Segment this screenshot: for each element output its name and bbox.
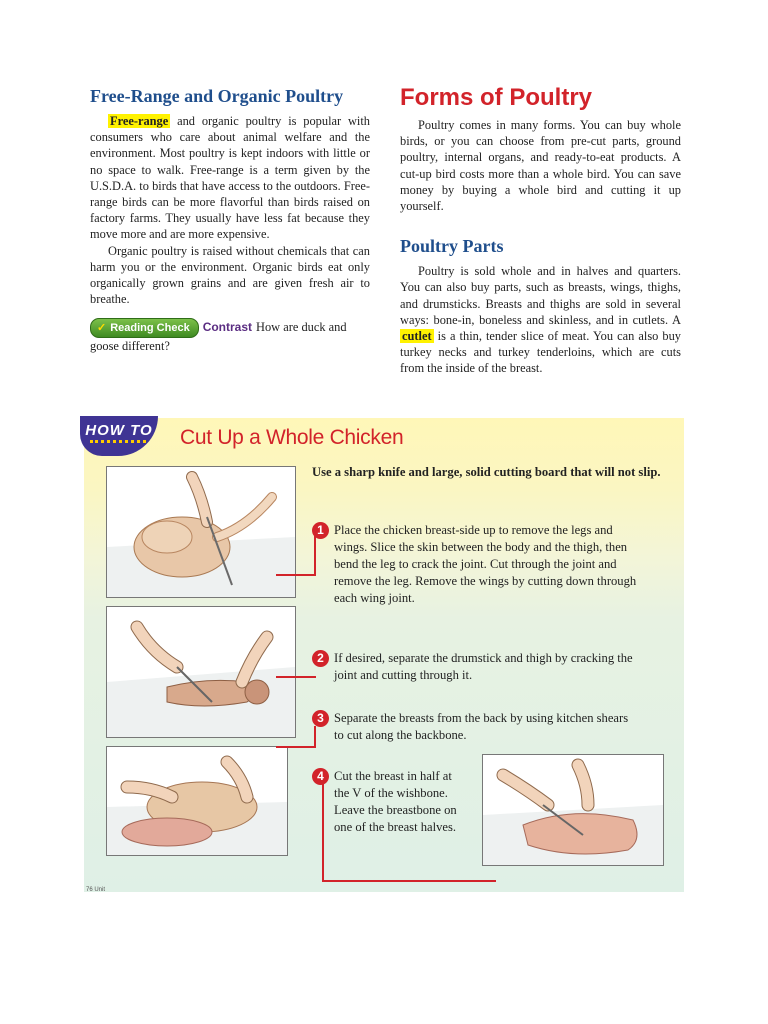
poultry-parts-text-a: Poultry is sold whole and in halves and quarters. You can also buy parts, such as breasts, wings, thighs, and drumsticks. Breasts and thighs are sold in several ways: bone-in, boneless and skinless, and in cutlets. A	[400, 264, 681, 327]
connector-step-4-horizontal	[322, 880, 496, 882]
poultry-parts-text-b: is a thin, tender slice of meat. You can also buy turkey necks and turkey tenderloins, which are cuts from the inside of the breast.	[400, 329, 681, 376]
reading-check-type: Contrast	[202, 320, 253, 335]
connector-step-3-horizontal	[276, 746, 316, 748]
step-2-text: If desired, separate the drumstick and thigh by cracking the joint and cutting through it.	[334, 651, 633, 682]
connector-step-1-vertical	[314, 534, 316, 574]
step-1-text: Place the chicken breast-side up to remove the legs and wings. Slice the skin between the body and the thigh, then bend the leg to crack the joint. Cut through the joint and remove the leg. Remove the wings by cutting down through each wing joint.	[334, 523, 637, 605]
poultry-parts-paragraph	[400, 263, 681, 376]
reading-check	[90, 318, 370, 354]
step-1-number: 1	[312, 522, 329, 539]
forms-paragraph: Poultry comes in many forms. You can buy whole birds, or you can choose from pre-cut parts, ground poultry, internal organs, and ready-to-eat products. A cut-up bird costs more than a whole bird. You can save money by buying a whole bird and cutting it up yourself.	[400, 118, 681, 214]
howto-badge	[80, 416, 158, 456]
connector-step-2	[276, 676, 316, 678]
step-3-number: 3	[312, 710, 329, 727]
reading-check-badge	[90, 318, 199, 338]
left-column	[90, 86, 370, 354]
poultry-parts-heading: Poultry Parts	[400, 236, 504, 257]
howto-badge-label: HOW TO	[85, 422, 153, 439]
step-2-number: 2	[312, 650, 329, 667]
free-range-paragraph-text: and organic poultry is popular with consumers who care about animal welfare and the environment. Most poultry is kept indoors with little or no space to walk. Free-range is a term given by the U.S.D.A. to birds that have access to the outdoors. Free-range birds can be more flavorful than birds raised on factory farms. They usually have less fat because they move more and are more expensive.	[90, 114, 370, 242]
reading-check-label: Reading Check	[110, 322, 190, 335]
step-3-text: Separate the breasts from the back by using kitchen shears to cut along the backbone.	[334, 711, 629, 742]
photo-separate-drumstick	[106, 606, 296, 738]
connector-step-4-vertical	[322, 784, 324, 880]
forms-of-poultry-heading: Forms of Poultry	[400, 84, 593, 111]
free-range-heading: Free-Range and Organic Poultry	[90, 86, 344, 106]
howto-title: Cut Up a Whole Chicken	[180, 426, 404, 449]
reading-check-question: How are duck and goose different?	[90, 320, 347, 354]
organic-paragraph: Organic poultry is raised without chemicals that can harm you or the environment. Organic birds eat only organically grown grains and are given fresh air to breathe.	[90, 243, 370, 307]
photo-separate-breasts	[106, 746, 288, 856]
connector-step-3-vertical	[314, 726, 316, 748]
step-4-text: Cut the breast in half at the V of the wishbone. Leave the breastbone on one of the breast halves.	[334, 769, 457, 834]
howto-feature	[84, 418, 684, 892]
photo-cut-breast	[482, 754, 664, 866]
right-column	[400, 84, 681, 377]
page-footer: 76 Unit	[86, 887, 106, 893]
howto-intro: Use a sharp knife and large, solid cutting board that will not slip.	[312, 465, 661, 479]
free-range-highlight: Free-range	[110, 114, 169, 128]
checkmark-icon: ✓	[97, 322, 107, 335]
photo-remove-legs	[106, 466, 296, 598]
connector-step-1-horizontal	[276, 574, 316, 576]
step-4-number: 4	[312, 768, 329, 785]
badge-dots	[90, 440, 146, 446]
cutlet-highlight: cutlet	[402, 329, 432, 344]
free-range-paragraph	[90, 113, 370, 243]
